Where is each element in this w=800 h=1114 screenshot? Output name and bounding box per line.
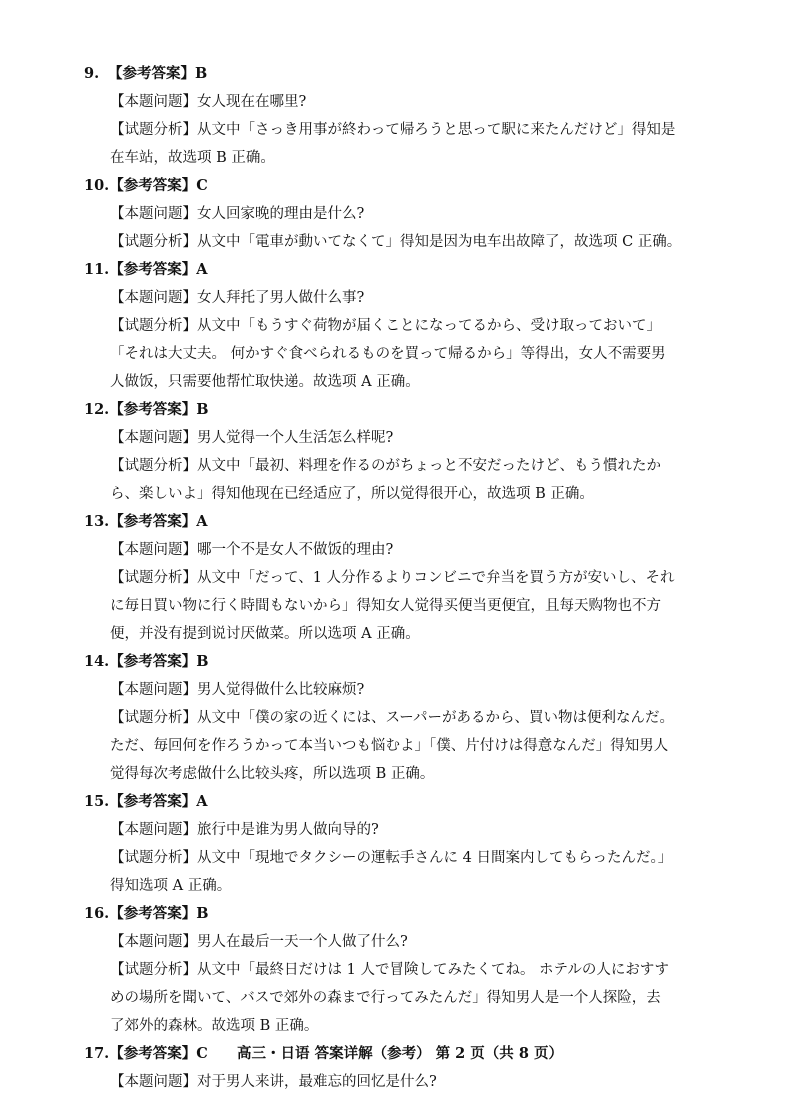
analysis-line: 【试题分析】从文中「もうすぐ荷物が届くことになってるから、受け取っておいて」 <box>110 318 661 334</box>
analysis-line: 【试题分析】从文中「最終日だけは 1 人で冒険してみたくてね。 ホテルの人におすす <box>110 962 669 978</box>
analysis-line: 【试题分析】从文中「最初、料理を作るのがちょっと不安だったけど、もう慣れたか <box>110 458 661 474</box>
analysis-line: 在车站，故选项 B 正确。 <box>110 150 275 166</box>
analysis-line: 人做饭，只需要他帮忙取快递。故选项 A 正确。 <box>110 374 420 390</box>
item-heading <box>84 508 724 536</box>
answer-item-11 <box>84 256 724 396</box>
item-number: 15. <box>84 793 110 810</box>
analysis-line: 【试题分析】从文中「さっき用事が終わって帰ろうと思って駅に来たんだけど」得知是 <box>110 122 676 138</box>
analysis-line: ただ、毎回何を作ろうかって本当いつも悩むよ」「僕、片付けは得意なんだ」得知男人 <box>110 738 669 754</box>
answer-list <box>84 60 724 1096</box>
analysis-line: 【试题分析】从文中「だって、1 人分作るよりコンビニで弁当を買う方が安いし、それ <box>110 570 675 586</box>
analysis-line: めの場所を聞いて、バスで郊外の森まで行ってみたんだ」得知男人是一个人探险，去 <box>110 990 661 1006</box>
item-heading <box>84 900 724 928</box>
question-text: 【本题问题】女人回家晚的理由是什么? <box>110 206 365 222</box>
answer-item-10 <box>84 172 724 256</box>
analysis-line: 「それは大丈夫。 何かすぐ食べられるものを買って帰るから」等得出，女人不需要男 <box>110 346 666 362</box>
analysis-line: 得知选项 A 正确。 <box>110 878 232 894</box>
item-heading <box>84 60 724 88</box>
question-text: 【本题问题】旅行中是谁为男人做向导的? <box>110 822 379 838</box>
item-number: 11. <box>84 261 110 278</box>
answer-item-12 <box>84 396 724 508</box>
answer-item-15 <box>84 788 724 900</box>
item-heading <box>84 396 724 424</box>
answer-item-9 <box>84 60 724 172</box>
reference-answer: 【参考答案】A <box>109 793 208 810</box>
item-number: 10. <box>84 177 110 194</box>
analysis-line: ら、楽しいよ」得知他现在已经适应了，所以觉得很开心，故选项 B 正确。 <box>110 486 594 502</box>
question-text: 【本题问题】哪一个不是女人不做饭的理由? <box>110 542 394 558</box>
item-heading <box>84 788 724 816</box>
question-text: 【本题问题】女人现在在哪里? <box>110 94 307 110</box>
item-heading <box>84 172 724 200</box>
item-heading <box>84 648 724 676</box>
reference-answer: 【参考答案】C <box>109 177 208 194</box>
reference-answer: 【参考答案】B <box>109 401 209 418</box>
answer-item-16 <box>84 900 724 1040</box>
question-text: 【本题问题】女人拜托了男人做什么事? <box>110 290 365 306</box>
item-heading <box>84 256 724 284</box>
reference-answer: 【参考答案】B <box>108 65 208 82</box>
item-number: 9. <box>84 65 100 82</box>
item-number: 16. <box>84 905 110 922</box>
item-number: 12. <box>84 401 110 418</box>
analysis-line: に毎日買い物に行く時間もないから」得知女人觉得买便当更便宜，且每天购物也不方 <box>110 598 661 614</box>
analysis-line: 便，并没有提到说讨厌做菜。所以选项 A 正确。 <box>110 626 420 642</box>
reference-answer: 【参考答案】A <box>109 261 208 278</box>
analysis-line: 【试题分析】从文中「現地でタクシーの運転手さんに 4 日間案内してもらったんだ。」 <box>110 850 673 866</box>
page-footer: 高三・日语 答案详解（参考） 第 2 页（共 8 页） <box>237 1045 563 1062</box>
reference-answer: 【参考答案】B <box>109 653 209 670</box>
question-text: 【本题问题】男人在最后一天一个人做了什么? <box>110 934 408 950</box>
analysis-line: 【试题分析】从文中「僕の家の近くには、スーパーがあるから、買い物は便利なんだ。 <box>110 710 675 726</box>
item-number: 17. <box>84 1045 110 1062</box>
analysis-line: 觉得每次考虑做什么比较头疼，所以选项 B 正确。 <box>110 766 435 782</box>
question-text: 【本题问题】男人觉得做什么比较麻烦? <box>110 682 365 698</box>
question-text: 【本题问题】男人觉得一个人生活怎么样呢? <box>110 430 394 446</box>
answer-item-14 <box>84 648 724 788</box>
question-text: 【本题问题】对于男人来讲，最难忘的回忆是什么? <box>110 1074 437 1090</box>
analysis-line: 【试题分析】从文中「電車が動いてなくて」得知是因为电车出故障了，故选项 C 正确。 <box>110 234 682 250</box>
answer-item-13 <box>84 508 724 648</box>
item-number: 14. <box>84 653 110 670</box>
reference-answer: 【参考答案】B <box>109 905 209 922</box>
analysis-line: 了郊外的森林。故选项 B 正确。 <box>110 1018 319 1034</box>
item-number: 13. <box>84 513 110 530</box>
reference-answer: 【参考答案】C <box>109 1045 208 1062</box>
reference-answer: 【参考答案】A <box>109 513 208 530</box>
